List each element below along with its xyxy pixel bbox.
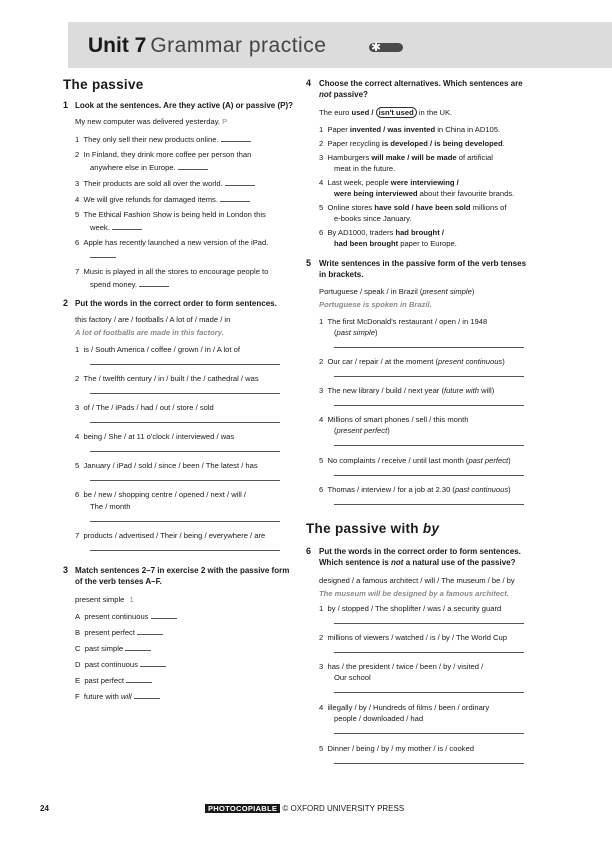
unit-subtitle: Grammar practice bbox=[150, 34, 327, 57]
alternatives[interactable]: will make / will be made bbox=[371, 153, 457, 162]
answer-blank[interactable] bbox=[220, 193, 250, 202]
answer-blank[interactable] bbox=[140, 658, 166, 667]
answer-blank[interactable] bbox=[139, 278, 169, 287]
ex1-item-cont: week. bbox=[90, 221, 142, 233]
photocopiable-badge: PHOTOCOPIABLE bbox=[205, 804, 280, 813]
ex3-instruction: Match sentences 2–7 in exercise 2 with the passive form bbox=[75, 566, 290, 575]
answer-blank[interactable] bbox=[151, 610, 177, 619]
ex6-item-cont: Our school bbox=[334, 673, 371, 682]
ex6-item: 4 illegally / by / Hundreds of films / been / ordinary bbox=[319, 703, 490, 712]
ex6-example-answer: The museum will be designed by a famous architect. bbox=[319, 589, 509, 598]
ex6-item: 3 has / the president / twice / been / by / visited / bbox=[319, 662, 484, 671]
ex2-instruction: Put the words in the correct order to form sentences. bbox=[75, 299, 277, 308]
answer-blank[interactable] bbox=[112, 221, 142, 230]
answer-line[interactable] bbox=[90, 393, 280, 394]
answer-line[interactable] bbox=[90, 451, 280, 452]
alternatives[interactable]: were being interviewed bbox=[334, 189, 418, 198]
ex2-item-cont: The / month bbox=[90, 502, 131, 511]
ex6-example: designed / a famous architect / will / The museum / be / by bbox=[319, 576, 515, 585]
ex2-number: 2 bbox=[63, 298, 69, 308]
answer-blank[interactable] bbox=[137, 626, 163, 635]
ex5-item: 1 The first McDonald's restaurant / open / in 1948 bbox=[319, 317, 488, 326]
ex4-example: The euro used / isn't used in the UK. bbox=[319, 108, 453, 117]
ex1-item: 6 Apple has recently launched a new version of the iPad. bbox=[75, 238, 269, 247]
alternatives[interactable]: had been brought bbox=[334, 239, 399, 248]
star-icon: ✱ bbox=[371, 40, 382, 54]
ex1-item: 1 They only sell their new products online. bbox=[75, 133, 251, 145]
ex6-item: 1 by / stopped / The shoplifter / was / a security guard bbox=[319, 604, 502, 613]
answer-line[interactable] bbox=[334, 733, 524, 734]
answer-line[interactable] bbox=[334, 347, 524, 348]
answer-blank[interactable] bbox=[134, 690, 160, 699]
answer-blank[interactable] bbox=[125, 642, 151, 651]
footer-credit bbox=[205, 804, 404, 813]
answer-blank[interactable] bbox=[90, 257, 116, 258]
ex5-item: 4 Millions of smart phones / sell / this month bbox=[319, 415, 469, 424]
ex2-item: 1 is / South America / coffee / grown / in / A lot of bbox=[75, 345, 240, 354]
ex4-item-cont: e-books since January. bbox=[334, 214, 412, 223]
ex3-item: E past perfect bbox=[75, 674, 152, 686]
ex5-example-answer: Portuguese is spoken in Brazil. bbox=[319, 300, 432, 309]
answer-line[interactable] bbox=[334, 652, 524, 653]
answer-line[interactable] bbox=[334, 376, 524, 377]
ex2-example: this factory / are / footballs / A lot of / made / in bbox=[75, 315, 231, 324]
ex2-item: 7 products / advertised / Their / being / everywhere / are bbox=[75, 531, 266, 540]
ex1-number: 1 bbox=[63, 100, 69, 110]
ex4-item: 6 By AD1000, traders had brought / bbox=[319, 228, 444, 237]
ex5-item: 2 Our car / repair / at the moment (present continuous) bbox=[319, 357, 505, 366]
ex5-item-cont: (past simple) bbox=[334, 328, 378, 337]
ex5-item-cont: (present perfect) bbox=[334, 426, 390, 435]
alternatives[interactable]: invented / was invented bbox=[349, 125, 436, 134]
ex6-item-cont: people / downloaded / had bbox=[334, 714, 424, 723]
page-number: 24 bbox=[40, 804, 49, 813]
ex2-item: 6 be / new / shopping centre / opened / next / will / bbox=[75, 490, 246, 499]
ex4-item: 1 Paper invented / was invented in China in AD105. bbox=[319, 125, 501, 134]
answer-line[interactable] bbox=[90, 480, 280, 481]
ex4-item: 3 Hamburgers will make / will be made of artificial bbox=[319, 153, 493, 162]
ex1-instruction: Look at the sentences. Are they active (A) or passive (P)? bbox=[75, 101, 293, 110]
answer-line[interactable] bbox=[334, 445, 524, 446]
answer-line[interactable] bbox=[334, 504, 524, 505]
ex3-item: F future with will bbox=[75, 690, 160, 702]
ex6-instruction: Which sentence is not a natural use of the passive? bbox=[319, 558, 516, 567]
ex6-number: 6 bbox=[306, 546, 312, 556]
answer-blank[interactable] bbox=[225, 177, 255, 186]
unit-label: Unit 7 bbox=[88, 34, 147, 57]
ex4-item-cont: were being interviewed about their favourite brands. bbox=[334, 189, 515, 198]
ex5-example: Portuguese / speak / in Brazil (present simple) bbox=[319, 287, 475, 296]
ex4-item: 2 Paper recycling is developed / is being developed. bbox=[319, 139, 505, 148]
answer-blank[interactable] bbox=[221, 133, 251, 142]
answer-line[interactable] bbox=[90, 550, 280, 551]
ex1-item: 7 Music is played in all the stores to encourage people to bbox=[75, 267, 269, 276]
ex5-item: 5 No complaints / receive / until last month (past perfect) bbox=[319, 456, 511, 465]
ex5-item: 6 Thomas / interview / for a job at 2.30 (past continuous) bbox=[319, 485, 511, 494]
ex3-item: B present perfect bbox=[75, 626, 163, 638]
ex4-instruction: Choose the correct alternatives. Which sentences are bbox=[319, 79, 523, 88]
page-title bbox=[88, 33, 326, 59]
ex5-instruction: Write sentences in the passive form of the verb tenses bbox=[319, 259, 527, 268]
section-title-passive: The passive bbox=[63, 77, 144, 92]
ex1-example: My new computer was delivered yesterday. P bbox=[75, 117, 228, 126]
ex2-item: 2 The / twelfth century / in / built / the / cathedral / was bbox=[75, 374, 259, 383]
ex4-number: 4 bbox=[306, 78, 312, 88]
ex6-item: 5 Dinner / being / by / my mother / is / cooked bbox=[319, 744, 474, 753]
ex6-item: 2 millions of viewers / watched / is / by / The World Cup bbox=[319, 633, 507, 642]
ex1-item: 4 We will give refunds for damaged items. bbox=[75, 193, 250, 205]
ex4-item: 5 Online stores have sold / have been sold millions of bbox=[319, 203, 507, 212]
ex5-number: 5 bbox=[306, 258, 312, 268]
answer-line[interactable] bbox=[334, 763, 524, 764]
ex3-item: C past simple bbox=[75, 642, 151, 654]
answer-line[interactable] bbox=[334, 623, 524, 624]
ex2-example-answer: A lot of footballs are made in this factory. bbox=[75, 328, 224, 337]
ex2-item: 3 of / The / iPads / had / out / store / sold bbox=[75, 403, 214, 412]
ex2-item: 5 January / iPad / sold / since / been / The latest / has bbox=[75, 461, 258, 470]
answer-line[interactable] bbox=[334, 405, 524, 406]
ex4-item-cont: meat in the future. bbox=[334, 164, 396, 173]
ex2-item: 4 being / She / at 11 o'clock / interviewed / was bbox=[75, 432, 235, 441]
ex4-item-cont: had been brought paper to Europe. bbox=[334, 239, 457, 248]
alternatives[interactable]: had brought / bbox=[395, 228, 444, 237]
ex4-item: 4 Last week, people were interviewing / bbox=[319, 178, 459, 187]
ex3-instruction: of the verb tenses A–F. bbox=[75, 577, 162, 586]
answer-line[interactable] bbox=[90, 364, 280, 365]
answer-line[interactable] bbox=[334, 692, 524, 693]
ex6-instruction: Put the words in the correct order to form sentences. bbox=[319, 547, 521, 556]
answer-blank[interactable] bbox=[178, 161, 208, 170]
alternatives[interactable]: have sold / have been sold bbox=[374, 203, 471, 212]
ex1-item: 5 The Ethical Fashion Show is being held in London this bbox=[75, 210, 266, 219]
answer-line[interactable] bbox=[90, 521, 280, 522]
alternatives[interactable]: is developed / is being developed bbox=[381, 139, 503, 148]
answer-blank[interactable] bbox=[126, 674, 152, 683]
ex5-instruction: in brackets. bbox=[319, 270, 364, 279]
alternatives[interactable]: were interviewing / bbox=[390, 178, 459, 187]
ex4-instruction: not passive? bbox=[319, 90, 368, 99]
publisher: © OXFORD UNIVERSITY PRESS bbox=[282, 804, 405, 813]
answer-line[interactable] bbox=[334, 475, 524, 476]
ex3-example: present simple 1 bbox=[75, 595, 134, 604]
ex5-item: 3 The new library / build / next year (future with will) bbox=[319, 386, 495, 395]
ex3-number: 3 bbox=[63, 565, 69, 575]
ex1-item: 2 In Finland, they drink more coffee per person than bbox=[75, 150, 252, 159]
ex3-item: D past continuous bbox=[75, 658, 166, 670]
ex1-item: 3 Their products are sold all over the world. bbox=[75, 177, 255, 189]
section-title-passive-by: The passive with by bbox=[306, 521, 440, 536]
circled-answer: isn't used bbox=[376, 107, 417, 118]
answer-line[interactable] bbox=[90, 422, 280, 423]
ex3-item: A present continuous bbox=[75, 610, 177, 622]
ex1-item-cont: spend money. bbox=[90, 278, 169, 290]
ex1-item-cont: anywhere else in Europe. bbox=[90, 161, 208, 173]
